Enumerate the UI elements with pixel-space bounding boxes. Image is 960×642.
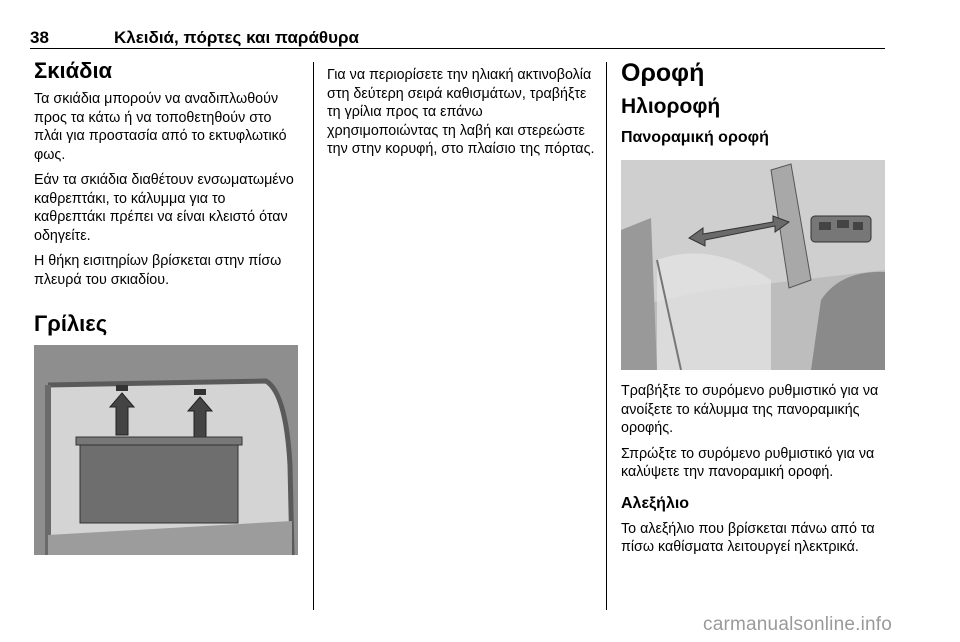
paragraph: Τραβήξτε το συρόμενο ρυθμιστικό για να ανοίξετε το κάλυμμα της πανοραμικής οροφής. xyxy=(621,383,879,436)
heading-sunvisors: Σκιάδια xyxy=(34,58,113,83)
column-middle xyxy=(327,66,595,166)
paragraph: Η θήκη εισιτηρίων βρίσκεται στην πίσω πλευρά του σκιαδίου. xyxy=(34,253,282,288)
heading-roof: Οροφή xyxy=(621,59,705,87)
chapter-title: Κλειδιά, πόρτες και παράθυρα xyxy=(114,28,359,47)
page-number: 38 xyxy=(30,28,49,47)
heading-panoramic-roof: Πανοραμική οροφή xyxy=(621,129,769,146)
column-divider xyxy=(313,62,314,610)
paragraph: Σπρώξτε το συρόμενο ρυθμιστικό για να καλύψετε την πανοραμική οροφή. xyxy=(621,445,875,480)
paragraph: Για να περιορίσετε την ηλιακή ακτινοβολία στη δεύτερη σειρά καθισμάτων, τραβήξτε τη γρίλια προς τα επάνω χρησιμοποιώντας τη λαβή και στερεώστε την στην κορυφή, στο πλαίσιο της πόρτας. xyxy=(327,67,595,157)
heading-sunroof: Ηλιοροφή xyxy=(621,95,721,118)
paragraph: Το αλεξήλιο που βρίσκεται πάνω από τα πίσω καθίσματα λειτουργεί ηλεκτρικά. xyxy=(621,520,875,555)
page-header xyxy=(30,8,885,49)
figure-window-blind xyxy=(34,345,298,555)
paragraph: Τα σκιάδια μπορούν να αναδιπλωθούν προς τα κάτω ή να τοποθετηθούν στο πλάι για προστασία από το εκτυφλωτικό φως. xyxy=(34,91,287,163)
paragraph: Εάν τα σκιάδια διαθέτουν ενσωματωμένο καθρεπτάκι, το κάλυμμα για το καθρεπτάκι πρέπει να είναι κλειστό όταν οδηγείτε. xyxy=(34,172,294,244)
figure-panoramic-roof xyxy=(621,160,885,370)
heading-blinds: Γρίλιες xyxy=(34,311,108,336)
column-left xyxy=(34,58,300,555)
column-right xyxy=(621,58,887,564)
watermark: carmanualsonline.info xyxy=(703,614,893,635)
heading-deflector: Αλεξήλιο xyxy=(621,494,690,512)
column-divider xyxy=(606,62,607,610)
